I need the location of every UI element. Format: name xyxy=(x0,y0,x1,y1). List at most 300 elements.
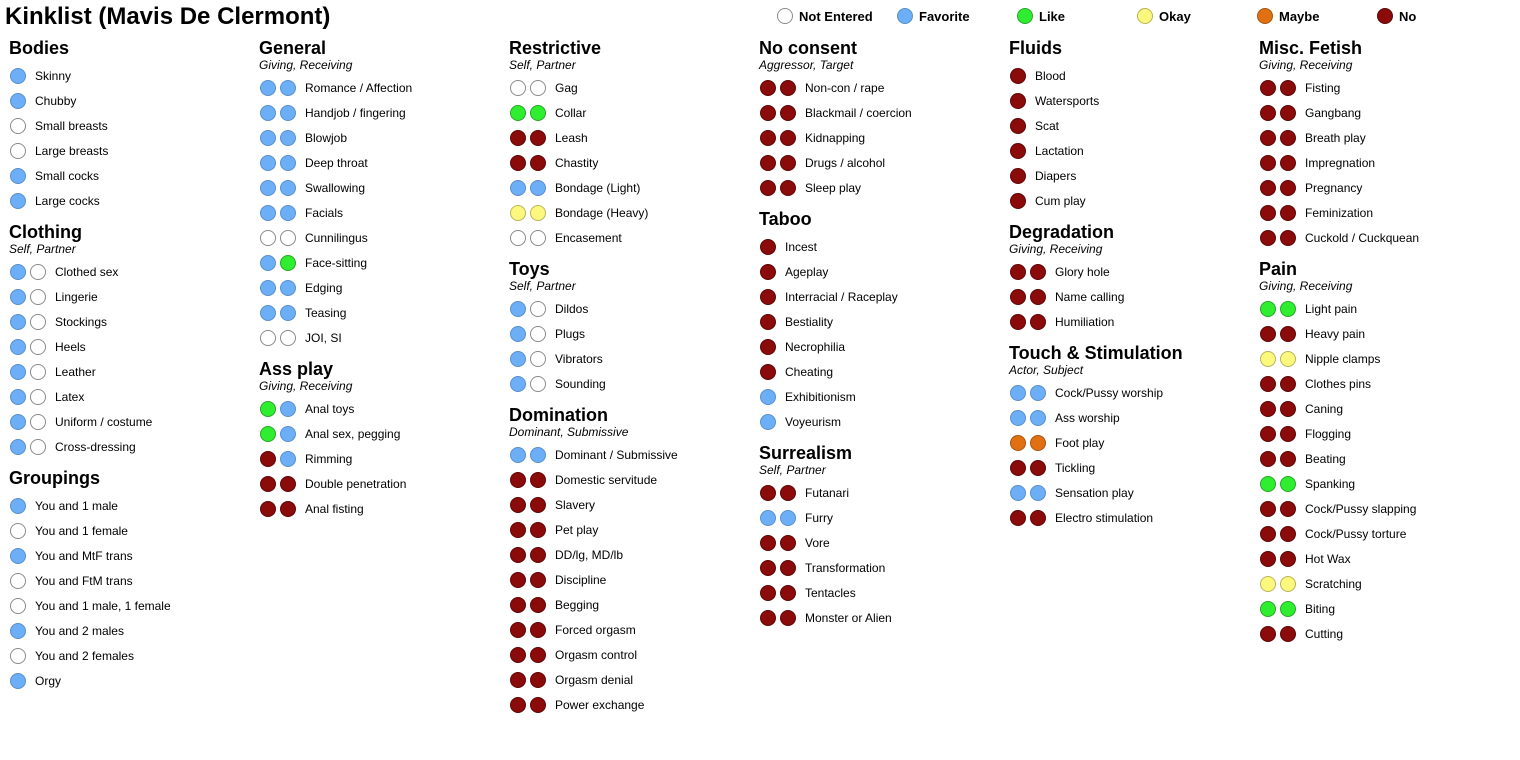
choice-circle-2[interactable] xyxy=(530,447,546,463)
choice-circle-2[interactable] xyxy=(530,80,546,96)
section-subtitle: Giving, Receiving xyxy=(259,379,353,393)
choice-circle-1[interactable] xyxy=(1260,80,1276,96)
choice-circle-2[interactable] xyxy=(1030,289,1046,305)
kink-label: Cross-dressing xyxy=(55,439,136,454)
section-groupings xyxy=(9,468,254,693)
section-domination xyxy=(509,405,754,717)
choice-circle-1[interactable] xyxy=(260,401,276,417)
choice-circle-1[interactable] xyxy=(510,80,526,96)
choice-circle-2[interactable] xyxy=(280,230,296,246)
choice-circle-1[interactable] xyxy=(1260,576,1276,592)
choice-circle-1[interactable] xyxy=(10,389,26,405)
choice-circle-1[interactable] xyxy=(260,105,276,121)
choice-circle-2[interactable] xyxy=(1280,326,1296,342)
choice-circle-1[interactable] xyxy=(1010,485,1026,501)
choice-circle-2[interactable] xyxy=(1030,435,1046,451)
legend-swatch-okay xyxy=(1137,8,1153,24)
legend-item-like xyxy=(1017,8,1065,24)
choice-circle-1[interactable] xyxy=(760,510,776,526)
legend-item-okay xyxy=(1137,8,1191,24)
legend-item-maybe xyxy=(1257,8,1319,24)
choice-circle-2[interactable] xyxy=(530,647,546,663)
choice-circle-2[interactable] xyxy=(1280,205,1296,221)
choice-circle-1[interactable] xyxy=(260,426,276,442)
kink-label: Blackmail / coercion xyxy=(805,105,912,120)
kink-label: Pet play xyxy=(555,522,599,537)
choice-circle-2[interactable] xyxy=(280,205,296,221)
choice-circle[interactable] xyxy=(1010,93,1026,109)
choice-circle-1[interactable] xyxy=(1260,205,1276,221)
choice-circle-2[interactable] xyxy=(530,472,546,488)
choice-circle-2[interactable] xyxy=(530,205,546,221)
choice-circle-2[interactable] xyxy=(280,426,296,442)
choice-circle-2[interactable] xyxy=(280,105,296,121)
legend-label: Not Entered xyxy=(799,8,873,24)
kink-label: Impregnation xyxy=(1305,155,1376,170)
kink-item-monster-or-alien xyxy=(759,605,1004,630)
kink-label: Light pain xyxy=(1305,301,1358,316)
choice-circle-2[interactable] xyxy=(1280,551,1296,567)
choice-circle-2[interactable] xyxy=(780,485,796,501)
kink-label: Drugs / alcohol xyxy=(805,155,886,170)
choice-circle-2[interactable] xyxy=(30,439,46,455)
choice-circle[interactable] xyxy=(10,498,26,514)
kink-item-domestic-servitude xyxy=(509,467,754,492)
choice-circle-1[interactable] xyxy=(1260,230,1276,246)
legend-item-favorite xyxy=(897,8,970,24)
choice-circle-2[interactable] xyxy=(280,180,296,196)
choice-circle-1[interactable] xyxy=(260,180,276,196)
choice-circle-2[interactable] xyxy=(530,326,546,342)
choice-circle-2[interactable] xyxy=(780,585,796,601)
kink-item-spanking xyxy=(1259,471,1504,496)
choice-circle-2[interactable] xyxy=(1030,485,1046,501)
choice-circle-2[interactable] xyxy=(530,301,546,317)
choice-circle[interactable] xyxy=(10,143,26,159)
choice-circle[interactable] xyxy=(760,289,776,305)
kink-item-you-and-1-male-1-female xyxy=(9,593,254,618)
kink-item-you-and-2-females xyxy=(9,643,254,668)
choice-circle-1[interactable] xyxy=(510,672,526,688)
choice-circle-1[interactable] xyxy=(510,597,526,613)
choice-circle[interactable] xyxy=(10,118,26,134)
choice-circle-1[interactable] xyxy=(260,230,276,246)
kink-label: JOI, SI xyxy=(305,330,342,345)
kink-label: Skinny xyxy=(35,68,72,83)
choice-circle-1[interactable] xyxy=(510,697,526,713)
choice-circle-2[interactable] xyxy=(780,105,796,121)
choice-circle-1[interactable] xyxy=(1260,451,1276,467)
choice-circle-2[interactable] xyxy=(530,351,546,367)
choice-circle-2[interactable] xyxy=(530,597,546,613)
choice-circle[interactable] xyxy=(10,673,26,689)
choice-circle-2[interactable] xyxy=(1280,526,1296,542)
choice-circle[interactable] xyxy=(760,264,776,280)
choice-circle-2[interactable] xyxy=(530,497,546,513)
choice-circle-2[interactable] xyxy=(280,280,296,296)
kink-label: Chubby xyxy=(35,93,77,108)
choice-circle-1[interactable] xyxy=(260,501,276,517)
choice-circle-2[interactable] xyxy=(1280,626,1296,642)
choice-circle-1[interactable] xyxy=(260,451,276,467)
choice-circle-2[interactable] xyxy=(1280,576,1296,592)
choice-circle-1[interactable] xyxy=(760,610,776,626)
choice-circle-2[interactable] xyxy=(1280,230,1296,246)
choice-circle-1[interactable] xyxy=(1260,526,1276,542)
choice-circle-1[interactable] xyxy=(510,230,526,246)
section-subtitle: Self, Partner xyxy=(509,279,576,293)
choice-circle[interactable] xyxy=(760,239,776,255)
choice-circle-1[interactable] xyxy=(1010,385,1026,401)
kink-label: Incest xyxy=(785,239,818,254)
choice-circle-1[interactable] xyxy=(760,80,776,96)
choice-circle-2[interactable] xyxy=(280,155,296,171)
section-title: Surrealism xyxy=(759,443,853,463)
choice-circle-2[interactable] xyxy=(780,130,796,146)
section-subtitle: Aggressor, Target xyxy=(759,58,854,72)
kink-label: Ass worship xyxy=(1055,410,1120,425)
choice-circle-1[interactable] xyxy=(510,376,526,392)
section-title: Ass play xyxy=(259,359,334,379)
choice-circle-2[interactable] xyxy=(30,339,46,355)
choice-circle[interactable] xyxy=(10,523,26,539)
choice-circle-2[interactable] xyxy=(1030,385,1046,401)
choice-circle-1[interactable] xyxy=(260,330,276,346)
choice-circle-2[interactable] xyxy=(1280,351,1296,367)
choice-circle-2[interactable] xyxy=(280,401,296,417)
choice-circle-1[interactable] xyxy=(510,622,526,638)
choice-circle-2[interactable] xyxy=(1030,264,1046,280)
choice-circle-2[interactable] xyxy=(1280,301,1296,317)
legend-label: Like xyxy=(1039,8,1066,24)
choice-circle-1[interactable] xyxy=(1260,426,1276,442)
choice-circle-1[interactable] xyxy=(1260,376,1276,392)
choice-circle-2[interactable] xyxy=(280,80,296,96)
choice-circle-1[interactable] xyxy=(1260,401,1276,417)
choice-circle-2[interactable] xyxy=(530,622,546,638)
kink-label: Facials xyxy=(305,205,344,220)
kink-label: Flogging xyxy=(1305,426,1352,441)
choice-circle-2[interactable] xyxy=(530,572,546,588)
kink-label: Foot play xyxy=(1055,435,1105,450)
choice-circle[interactable] xyxy=(760,414,776,430)
choice-circle-2[interactable] xyxy=(780,155,796,171)
kink-item-cunnilingus xyxy=(259,225,504,250)
choice-circle-2[interactable] xyxy=(280,130,296,146)
choice-circle-1[interactable] xyxy=(1260,626,1276,642)
kink-label: Cunnilingus xyxy=(305,230,368,245)
kink-item-lactation xyxy=(1009,138,1254,163)
choice-circle-1[interactable] xyxy=(260,155,276,171)
choice-circle-1[interactable] xyxy=(510,647,526,663)
choice-circle-1[interactable] xyxy=(1260,301,1276,317)
section-fluids xyxy=(1009,38,1254,213)
choice-circle-1[interactable] xyxy=(510,130,526,146)
kink-item-face-sitting xyxy=(259,250,504,275)
choice-circle-1[interactable] xyxy=(760,105,776,121)
choice-circle-2[interactable] xyxy=(530,376,546,392)
choice-circle-2[interactable] xyxy=(1280,180,1296,196)
choice-circle-1[interactable] xyxy=(510,572,526,588)
kink-item-orgy xyxy=(9,668,254,693)
choice-circle-1[interactable] xyxy=(760,155,776,171)
choice-circle-2[interactable] xyxy=(780,535,796,551)
choice-circle[interactable] xyxy=(10,573,26,589)
choice-circle-1[interactable] xyxy=(510,105,526,121)
choice-circle-1[interactable] xyxy=(760,485,776,501)
choice-circle-1[interactable] xyxy=(1010,435,1026,451)
choice-circle-1[interactable] xyxy=(510,497,526,513)
choice-circle-2[interactable] xyxy=(780,610,796,626)
kink-item-pet-play xyxy=(509,517,754,542)
choice-circle-2[interactable] xyxy=(1030,460,1046,476)
kink-label: Blowjob xyxy=(305,130,348,145)
choice-circle-1[interactable] xyxy=(760,560,776,576)
kink-item-voyeurism xyxy=(759,409,1004,434)
choice-circle[interactable] xyxy=(10,623,26,639)
kink-item-facials xyxy=(259,200,504,225)
kink-label: Anal toys xyxy=(305,401,355,416)
choice-circle-1[interactable] xyxy=(510,522,526,538)
choice-circle-1[interactable] xyxy=(510,205,526,221)
kink-item-romance-affection xyxy=(259,75,504,100)
kink-label: Interracial / Raceplay xyxy=(785,289,898,304)
choice-circle-2[interactable] xyxy=(530,230,546,246)
choice-circle-2[interactable] xyxy=(1280,426,1296,442)
section-degradation xyxy=(1009,222,1254,334)
choice-circle-2[interactable] xyxy=(530,672,546,688)
choice-circle-1[interactable] xyxy=(1260,130,1276,146)
section-subtitle: Self, Partner xyxy=(509,58,576,72)
choice-circle-2[interactable] xyxy=(1280,105,1296,121)
kink-item-uniform-costume xyxy=(9,409,254,434)
choice-circle[interactable] xyxy=(10,93,26,109)
kink-label: Sounding xyxy=(555,376,606,391)
legend-label: No xyxy=(1399,8,1417,24)
choice-circle-2[interactable] xyxy=(530,697,546,713)
choice-circle[interactable] xyxy=(1010,118,1026,134)
choice-circle-1[interactable] xyxy=(760,180,776,196)
choice-circle[interactable] xyxy=(1010,68,1026,84)
choice-circle-1[interactable] xyxy=(10,264,26,280)
kink-item-ass-worship xyxy=(1009,405,1254,430)
choice-circle-1[interactable] xyxy=(510,447,526,463)
choice-circle-1[interactable] xyxy=(1010,314,1026,330)
choice-circle-1[interactable] xyxy=(510,472,526,488)
choice-circle-1[interactable] xyxy=(1260,476,1276,492)
choice-circle-2[interactable] xyxy=(30,414,46,430)
kink-item-heels xyxy=(9,334,254,359)
kink-label: Bestiality xyxy=(785,314,834,329)
choice-circle-2[interactable] xyxy=(780,80,796,96)
section-toys xyxy=(509,259,754,396)
kink-label: Caning xyxy=(1305,401,1344,416)
choice-circle[interactable] xyxy=(10,168,26,184)
choice-circle-1[interactable] xyxy=(1260,501,1276,517)
choice-circle-1[interactable] xyxy=(760,130,776,146)
kink-label: Glory hole xyxy=(1055,264,1110,279)
choice-circle-2[interactable] xyxy=(1280,376,1296,392)
choice-circle-2[interactable] xyxy=(280,476,296,492)
kink-item-joi-si xyxy=(259,325,504,350)
kink-item-you-and-1-male xyxy=(9,493,254,518)
choice-circle-2[interactable] xyxy=(30,389,46,405)
legend-label: Favorite xyxy=(919,8,970,24)
section-title: Clothing xyxy=(9,222,82,242)
kink-item-breath-play xyxy=(1259,125,1504,150)
kink-label: Ageplay xyxy=(785,264,829,279)
choice-circle-1[interactable] xyxy=(260,476,276,492)
choice-circle-2[interactable] xyxy=(1280,155,1296,171)
choice-circle[interactable] xyxy=(10,548,26,564)
kink-item-leash xyxy=(509,125,754,150)
choice-circle-1[interactable] xyxy=(260,80,276,96)
choice-circle-2[interactable] xyxy=(1280,501,1296,517)
choice-circle[interactable] xyxy=(10,648,26,664)
choice-circle-1[interactable] xyxy=(1010,460,1026,476)
kink-label: You and 1 male, 1 female xyxy=(35,598,171,613)
kink-label: Electro stimulation xyxy=(1055,510,1154,525)
kink-item-leather xyxy=(9,359,254,384)
kink-item-begging xyxy=(509,592,754,617)
choice-circle-2[interactable] xyxy=(30,289,46,305)
section-touch-and-stimulation xyxy=(1009,343,1254,530)
choice-circle[interactable] xyxy=(1010,143,1026,159)
choice-circle-2[interactable] xyxy=(780,560,796,576)
choice-circle-2[interactable] xyxy=(1280,476,1296,492)
kink-label: Necrophilia xyxy=(785,339,846,354)
choice-circle-2[interactable] xyxy=(280,501,296,517)
kink-label: You and 1 female xyxy=(35,523,128,538)
choice-circle-1[interactable] xyxy=(1260,601,1276,617)
section-pain xyxy=(1259,259,1504,646)
column-2 xyxy=(259,38,504,530)
kink-item-blowjob xyxy=(259,125,504,150)
choice-circle[interactable] xyxy=(10,598,26,614)
choice-circle-1[interactable] xyxy=(260,280,276,296)
kink-item-futanari xyxy=(759,480,1004,505)
choice-circle-1[interactable] xyxy=(1010,410,1026,426)
choice-circle-2[interactable] xyxy=(530,155,546,171)
choice-circle-2[interactable] xyxy=(1030,410,1046,426)
choice-circle-1[interactable] xyxy=(510,301,526,317)
kink-item-dd-lg-md-lb xyxy=(509,542,754,567)
choice-circle[interactable] xyxy=(760,364,776,380)
choice-circle-1[interactable] xyxy=(1260,351,1276,367)
choice-circle-2[interactable] xyxy=(30,314,46,330)
choice-circle-1[interactable] xyxy=(260,305,276,321)
choice-circle-1[interactable] xyxy=(510,351,526,367)
choice-circle[interactable] xyxy=(760,339,776,355)
choice-circle-1[interactable] xyxy=(1260,155,1276,171)
choice-circle-2[interactable] xyxy=(280,305,296,321)
choice-circle-2[interactable] xyxy=(30,264,46,280)
choice-circle-1[interactable] xyxy=(1010,289,1026,305)
kink-label: Cock/Pussy torture xyxy=(1305,526,1407,541)
choice-circle-1[interactable] xyxy=(510,180,526,196)
kink-item-cum-play xyxy=(1009,188,1254,213)
kink-item-discipline xyxy=(509,567,754,592)
choice-circle-1[interactable] xyxy=(510,547,526,563)
choice-circle-1[interactable] xyxy=(10,339,26,355)
kink-label: Heavy pain xyxy=(1305,326,1366,341)
choice-circle-1[interactable] xyxy=(1260,551,1276,567)
choice-circle[interactable] xyxy=(760,389,776,405)
choice-circle-2[interactable] xyxy=(530,180,546,196)
kink-label: Plugs xyxy=(555,326,586,341)
choice-circle-2[interactable] xyxy=(530,105,546,121)
choice-circle-1[interactable] xyxy=(260,130,276,146)
choice-circle-2[interactable] xyxy=(30,364,46,380)
choice-circle-2[interactable] xyxy=(780,180,796,196)
choice-circle-2[interactable] xyxy=(1030,314,1046,330)
choice-circle-1[interactable] xyxy=(1010,510,1026,526)
kink-item-incest xyxy=(759,234,1004,259)
choice-circle[interactable] xyxy=(10,193,26,209)
choice-circle[interactable] xyxy=(10,68,26,84)
choice-circle-2[interactable] xyxy=(1280,401,1296,417)
kink-item-cheating xyxy=(759,359,1004,384)
choice-circle-2[interactable] xyxy=(1280,601,1296,617)
section-misc-fetish xyxy=(1259,38,1504,250)
choice-circle-2[interactable] xyxy=(530,130,546,146)
kink-label: Heels xyxy=(55,339,86,354)
choice-circle[interactable] xyxy=(760,314,776,330)
choice-circle-1[interactable] xyxy=(1010,264,1026,280)
kink-label: Rimming xyxy=(305,451,353,466)
section-title: Degradation xyxy=(1009,222,1115,242)
choice-circle-1[interactable] xyxy=(1260,180,1276,196)
choice-circle-2[interactable] xyxy=(780,510,796,526)
kink-item-heavy-pain xyxy=(1259,321,1504,346)
choice-circle-1[interactable] xyxy=(760,585,776,601)
choice-circle-1[interactable] xyxy=(10,364,26,380)
choice-circle-2[interactable] xyxy=(280,451,296,467)
kink-item-clothes-pins xyxy=(1259,371,1504,396)
choice-circle-2[interactable] xyxy=(1280,451,1296,467)
column-1 xyxy=(9,38,254,702)
choice-circle-1[interactable] xyxy=(10,289,26,305)
kink-item-lingerie xyxy=(9,284,254,309)
kink-item-power-exchange xyxy=(509,692,754,717)
choice-circle-1[interactable] xyxy=(510,326,526,342)
kink-label: Sensation play xyxy=(1055,485,1134,500)
choice-circle-1[interactable] xyxy=(1260,105,1276,121)
choice-circle-1[interactable] xyxy=(10,414,26,430)
choice-circle-1[interactable] xyxy=(260,255,276,271)
choice-circle-1[interactable] xyxy=(10,439,26,455)
choice-circle-2[interactable] xyxy=(280,330,296,346)
choice-circle[interactable] xyxy=(1010,168,1026,184)
choice-circle-2[interactable] xyxy=(280,255,296,271)
choice-circle-1[interactable] xyxy=(510,155,526,171)
choice-circle-1[interactable] xyxy=(1260,326,1276,342)
kink-label: Humiliation xyxy=(1055,314,1115,329)
kink-item-impregnation xyxy=(1259,150,1504,175)
choice-circle-2[interactable] xyxy=(1280,80,1296,96)
choice-circle-2[interactable] xyxy=(1280,130,1296,146)
choice-circle-2[interactable] xyxy=(530,522,546,538)
choice-circle-1[interactable] xyxy=(10,314,26,330)
section-title: Touch & Stimulation xyxy=(1009,343,1183,363)
choice-circle[interactable] xyxy=(1010,193,1026,209)
section-title: Bodies xyxy=(9,38,70,58)
choice-circle-1[interactable] xyxy=(760,535,776,551)
choice-circle-1[interactable] xyxy=(260,205,276,221)
choice-circle-2[interactable] xyxy=(1030,510,1046,526)
kink-item-vore xyxy=(759,530,1004,555)
choice-circle-2[interactable] xyxy=(530,547,546,563)
